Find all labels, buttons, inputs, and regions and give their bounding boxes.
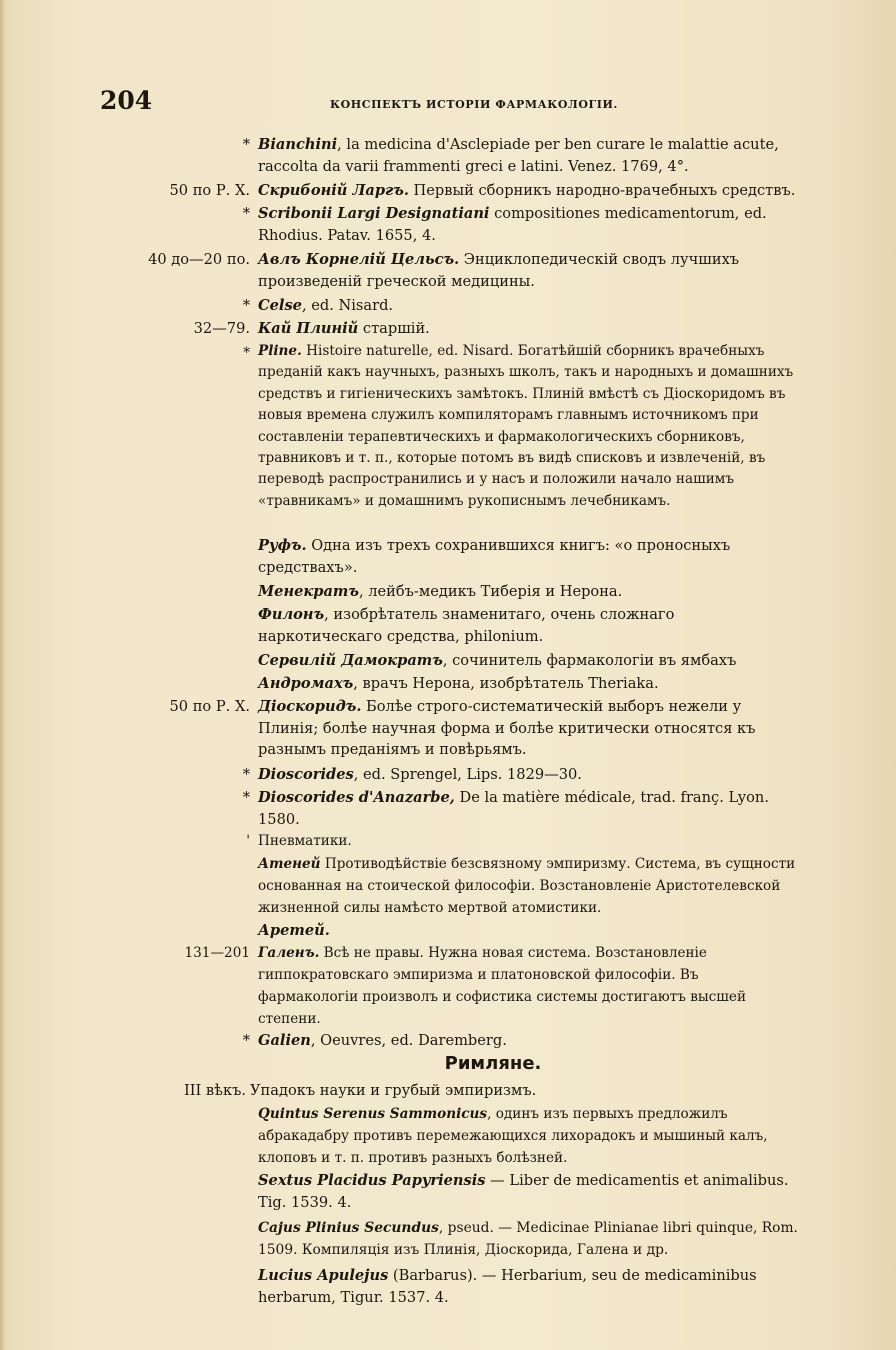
entry-author: Атеней [258, 856, 321, 872]
entry-author: Филонъ [258, 606, 325, 623]
section-heading: Римляне. [444, 1053, 542, 1074]
entry-text: De la matière médicale, trad. franç. Lyon. 1580. [258, 789, 769, 828]
entry-label: 50 по Р. Х. [169, 698, 250, 715]
entry-author: Кай Плиній [258, 320, 359, 337]
entry-author: Менекратъ [258, 583, 359, 600]
entry-text: Одна изъ трехъ сохранившихся книгъ: «о проносныхъ средствахъ». [258, 537, 731, 576]
entry-author: Аретей. [258, 922, 330, 939]
entry-text: , la medicina d'Asclepiade per ben curare le malattie acute, raccolta da varii frammenti greci e latini. Venez. 1769, 4°. [258, 136, 779, 175]
entry-text: , лейбъ-медикъ Тиберія и Нерона. [358, 583, 623, 600]
entry-author: Sextus Placidus Papyriensis [258, 1172, 486, 1189]
entry-author: Андромахъ [258, 675, 354, 692]
entry-text: , ed. Sprengel, Lips. 1829—30. [353, 766, 582, 783]
entry-author: Сервилій Дамократъ [258, 652, 443, 669]
entry-label: 32—79. [193, 320, 250, 337]
entry-text: Histoire naturelle, ed. Nisard. Богатѣйшій сборникъ врачебныхъ преданій какъ научныхъ, разныхъ школъ, такъ и народныхъ и домашнихъ средствъ и гигіеническихъ замѣтокъ. Плиній вмѣстѣ съ Діоскоридомъ въ новыя времена служилъ компиляторамъ главнымъ источникомъ при составленіи терапевтическихъ и фармакологическихъ сборниковъ, травниковъ и т. п., которые потомъ въ видѣ списковъ и извлеченій, въ переводѣ распространились и у насъ и положили начало нашимъ «травникамъ» и домашнимъ рукописнымъ лечебникамъ. [258, 343, 794, 509]
entry-label: * [242, 1032, 250, 1049]
entry-author: Руфъ. [258, 537, 307, 554]
entry-label: * [242, 297, 250, 314]
entry-label: * [242, 205, 250, 222]
entry-author: Lucius Apulejus [258, 1267, 389, 1284]
entry-label: * [242, 766, 250, 783]
entry-author: Галенъ. [258, 945, 320, 961]
entry-text: — Liber de medicamentis et animalibus. Tig. 1539. 4. [258, 1172, 789, 1211]
entry-author: Bianchini [258, 136, 338, 153]
entry-author: Scribonii Largi Designatiani [258, 205, 490, 222]
page-header [100, 86, 820, 126]
entry-text: , pseud. — Medicinae Plinianae libri quinque, Rom. 1509. Компиляція изъ Плинія, Діоскорида, Галена и др. [258, 1220, 798, 1258]
entry-text: , сочинитель фармакологіи въ ямбахъ [442, 652, 737, 669]
entry-label: 50 по Р. Х. [169, 182, 250, 199]
entry-text: compositiones medicamentorum, ed. Rhodius. Patav. 1655, 4. [258, 205, 767, 244]
entry-author: Dioscorides d'Anazarbe, [258, 789, 455, 806]
entry-text: Противодѣйствіе безсвязному эмпиризму. Система, въ сущности основанная на стоической философіи. Возстановленіе Аристотелевской жизненной силы намѣсто мертвой атомистики. [258, 856, 796, 916]
entry-text: Первый сборникъ народно-врачебныхъ средствъ. [408, 182, 796, 199]
entries-list [0, 130, 896, 1310]
entry-author: Cajus Plinius Secundus [258, 1220, 439, 1236]
entry-text: , одинъ изъ первыхъ предложилъ абракадабру противъ перемежающихся лихорадокъ и мышиный калъ, клоповъ и т. п. противъ разныхъ болѣзней. [258, 1106, 768, 1166]
entry-author: Quintus Serenus Sammonicus [258, 1106, 488, 1122]
entry-label: ' [246, 833, 250, 849]
entry-author: Діоскоридъ. [258, 698, 362, 715]
entry-label: * [243, 345, 250, 361]
entry-text: , изобрѣтатель знаменитаго, очень сложнаго наркотическаго средства, philonium. [258, 606, 675, 645]
entry-text: , врачъ Нерона, изобрѣтатель Theriaka. [353, 675, 659, 692]
entry-text: , ed. Nisard. [301, 297, 394, 314]
running-title: КОНСПЕКТЪ ИСТОРІИ ФАРМАКОЛОГІИ. [330, 98, 618, 111]
entry-label: 131—201 [184, 945, 250, 961]
entry-text: Всѣ не правы. Нужна новая система. Возстановленіе гиппократовскаго эмпиризма и платоновской философіи. Въ фармакологіи произволъ и софистика системы достигаютъ высшей степени. [258, 945, 747, 1027]
entry-label: III вѣкъ. [184, 1082, 246, 1099]
entry-text: , Oeuvres, ed. Daremberg. [310, 1032, 507, 1049]
entry-author: Dioscorides [258, 766, 354, 783]
entry-label: * [242, 789, 250, 806]
entry-author: Скрибоній Ларгъ. [258, 182, 409, 199]
entry-text: Энциклопедическій сводъ лучшихъ произведеній греческой медицины. [258, 251, 740, 290]
entry-label: * [242, 136, 250, 153]
page-number: 204 [100, 86, 153, 115]
entry-text: Упадокъ науки и грубый эмпиризмъ. [250, 1082, 537, 1099]
entry-text: Пневматики. [258, 833, 352, 849]
entry-label: 40 до—20 по. [148, 251, 250, 268]
entry-text: (Barbarus). — Herbarium, seu de medicaminibus herbarum, Tigur. 1537. 4. [258, 1267, 757, 1306]
entry-author: Авлъ Корнелій Цельсъ. [258, 251, 460, 268]
entry-text: старшій. [358, 320, 430, 337]
entry-text: Болѣе строго-систематическій выборъ нежели у Плинія; болѣе научная форма и болѣе критически относятся къ разнымъ преданіямъ и повѣрьямъ. [258, 698, 756, 759]
entry-author: Celse [258, 297, 302, 314]
entry-author: Pline. [258, 343, 302, 359]
entry-author: Galien [258, 1032, 311, 1049]
